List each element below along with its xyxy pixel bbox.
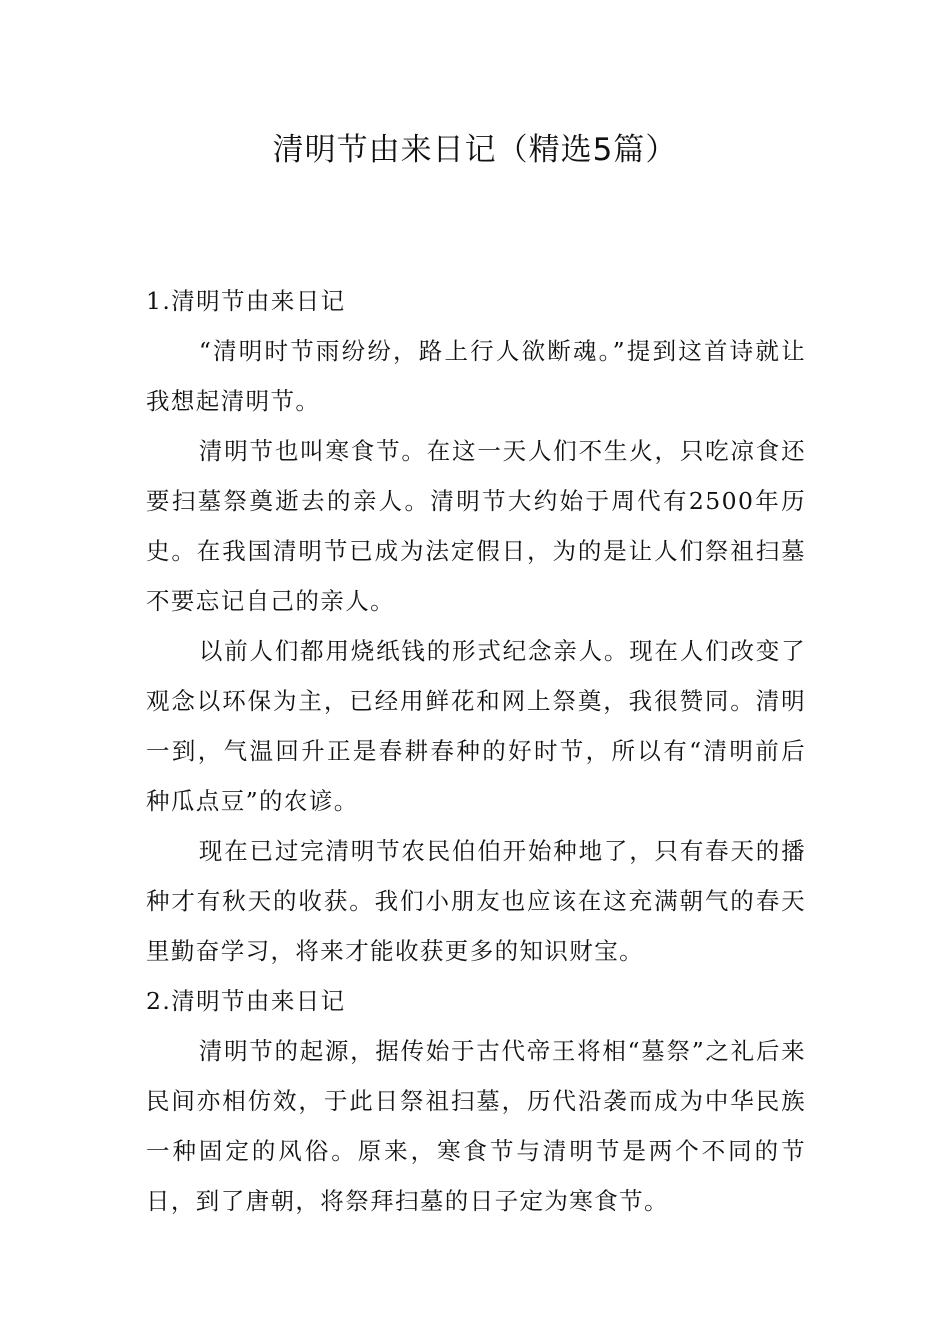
paragraph: 现在已过完清明节农民伯伯开始种地了，只有春天的播种才有秋天的收获。我们小朋友也应该在这充满朝气的春天里勤奋学习，将来才能收获更多的知识财宝。 bbox=[146, 837, 806, 965]
section-heading: 1.清明节由来日记 bbox=[146, 287, 346, 315]
paragraph: “清明时节雨纷纷，路上行人欲断魂。”提到这首诗就让我想起清明节。 bbox=[146, 337, 806, 415]
paragraph: 清明节也叫寒食节。在这一天人们不生火，只吃凉食还要扫墓祭奠逝去的亲人。清明节大约始于周代有2500年历史。在我国清明节已成为法定假日，为的是让人们祭祖扫墓不要忘记自己的亲人。 bbox=[146, 437, 806, 615]
document-body bbox=[146, 276, 806, 1226]
section-1 bbox=[146, 276, 806, 976]
document-title: 清明节由来日记（精选5篇） bbox=[272, 132, 678, 168]
section-2 bbox=[146, 976, 806, 1226]
paragraph: 清明节的起源，据传始于古代帝王将相“墓祭”之礼后来民间亦相仿效，于此日祭祖扫墓，历代沿袭而成为中华民族一种固定的风俗。原来，寒食节与清明节是两个不同的节日，到了唐朝，将祭拜扫墓的日子定为寒食节。 bbox=[146, 1037, 806, 1215]
paragraph: 以前人们都用烧纸钱的形式纪念亲人。现在人们改变了观念以环保为主，已经用鲜花和网上祭奠，我很赞同。清明一到，气温回升正是春耕春种的好时节，所以有“清明前后种瓜点豆”的农谚。 bbox=[146, 637, 806, 815]
section-heading: 2.清明节由来日记 bbox=[146, 987, 346, 1015]
